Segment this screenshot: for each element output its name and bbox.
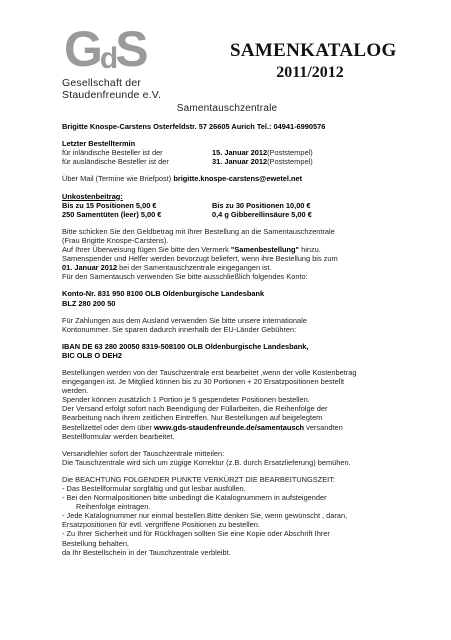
cost-block xyxy=(62,192,392,219)
list-item: Reihenfolge eintragen. xyxy=(76,502,151,512)
paragraph-line: Für Zahlungen aus dem Ausland verwenden Sie bitte unsere internationale xyxy=(62,315,307,325)
website-link[interactable]: www.gds-staudenfreunde.de/samentausch xyxy=(154,422,305,432)
deadline-note: (Poststempel) xyxy=(267,148,313,158)
list-item: Ersatzpositionen für evtl. vergriffene Positionen zu bestellen. xyxy=(62,520,260,530)
cost-left: Bis zu 15 Positionen 5,00 € xyxy=(62,200,157,210)
section-heading: Samentauschzentrale xyxy=(176,103,278,114)
list-item: da Ihr Bestellschein in der Tauschzentrale verbleibt. xyxy=(62,547,231,557)
logo-letters xyxy=(64,21,146,77)
cost-row xyxy=(62,201,392,210)
deadline-note: (Poststempel) xyxy=(267,157,313,167)
paragraph-line: Bestellungen werden von der Tauschzentrale erst bearbeitet ,wenn der volle Kostenbetrag xyxy=(62,367,357,377)
org-line-1: Gesellschaft der xyxy=(62,77,142,89)
contact-address: Brigitte Knospe-Carstens Osterfeldstr. 57 26605 Aurich Tel.: 04941-6990576 xyxy=(62,122,326,132)
paragraph-line xyxy=(62,245,392,254)
deadline-row xyxy=(62,157,392,166)
paragraph-line: Der Versand erfolgt sofort nach Beendigung der Füllarbeiten, die Reihenfolge der xyxy=(62,404,328,414)
catalog-year: 2011/2012 xyxy=(276,64,344,81)
shipping-errors-paragraph xyxy=(62,449,392,467)
paragraph-line: Bearbeitung nach ihrem zeitlichen Eintreffen. Nur Bestellungen auf beigelegtem xyxy=(62,413,323,423)
deadline-label: für inländische Besteller ist der xyxy=(62,148,163,158)
international-paragraph xyxy=(62,316,392,334)
text-span: versandten xyxy=(304,422,343,432)
paragraph-line: Bitte schicken Sie den Geldbetrag mit Ihrer Bestellung an die Samentauschzentrale xyxy=(62,226,335,236)
processing-paragraph xyxy=(62,368,392,441)
paragraph-line xyxy=(62,263,392,272)
cost-title: Unkostenbeitrag: xyxy=(62,191,123,201)
iban-block xyxy=(62,342,392,360)
paragraph-line: eingegangen ist. Je Mitglied können bis zu 30 Portionen + 20 Ersatzpositionen bestellt xyxy=(62,377,345,387)
paragraph-line: Samenspender und Helfer werden bevorzugt beliefert, wenn ihre Bestellung bis zum xyxy=(62,254,338,264)
bic-line: BIC OLB O DEH2 xyxy=(62,350,122,360)
logo-letter-d: d xyxy=(99,42,116,75)
cost-left: 250 Samentüten (leer) 5,00 € xyxy=(62,209,162,219)
paragraph-line: Für den Samentausch verwenden Sie bitte ausschließlich folgendes Konto: xyxy=(62,272,308,282)
deadline-row xyxy=(62,148,392,157)
account-block xyxy=(62,289,392,307)
page-title: SAMENKATALOG xyxy=(230,40,397,61)
deadline-block xyxy=(62,139,392,166)
payment-paragraph xyxy=(62,227,392,282)
list-item: - Bei den Normalpositionen bitte unbedingt die Katalognummern in aufsteigender xyxy=(62,493,327,503)
paragraph-line xyxy=(62,423,392,432)
org-line-2: Staudenfreunde e.V. xyxy=(62,89,162,101)
list-item: - Zu Ihrer Sicherheit und für Rückfragen sollten Sie eine Kopie oder Abschrift Ihrer xyxy=(62,529,330,539)
document-body xyxy=(62,104,392,565)
text-span: Bestellzettel oder dem über xyxy=(62,422,155,432)
bank-code: BLZ 280 200 50 xyxy=(62,298,116,308)
cost-right: Bis zu 30 Positionen 10,00 € xyxy=(212,200,311,210)
paragraph-line: Die BEACHTUNG FOLGENDER PUNKTE VERKÜRZT DIE BEARBEITUNGSZEIT: xyxy=(62,474,335,484)
paragraph-line: Die Tauschzentrale wird sich um zügige Korrektur (z.B. durch Ersatzlieferung) bemühen. xyxy=(62,457,351,467)
deadline-label: für ausländische Besteller ist der xyxy=(62,157,169,167)
title-block xyxy=(230,40,397,82)
instructions-list xyxy=(62,475,392,557)
mail-label: Über Mail (Termine wie Briefpost) xyxy=(62,174,174,184)
paragraph-line: Versandfehler sofort der Tauschzentrale mitteilen: xyxy=(62,448,225,458)
iban-line: IBAN DE 63 280 20050 8319-508100 OLB Oldenburgische Landesbank, xyxy=(62,341,309,351)
logo-letter-s: S xyxy=(115,21,146,77)
list-item: - Das Bestellformular sorgfältig und gut lesbar ausfüllen. xyxy=(62,484,246,493)
account-number: Konto-Nr. 831 950 8100 OLB Oldenburgische Landesbank xyxy=(62,289,265,299)
priority-date: 01. Januar 2012 xyxy=(62,263,118,273)
paragraph-line: werden. xyxy=(62,386,89,396)
deadline-title: Letzter Bestelltermin xyxy=(62,139,136,149)
logo-letter-g: G xyxy=(64,21,100,77)
paragraph-line: Bestellformular werden bearbeitet. xyxy=(62,431,175,441)
deadline-date: 15. Januar 2012 xyxy=(212,148,268,158)
paragraph-line: (Frau Brigitte Knospe-Carstens). xyxy=(62,235,169,245)
organization-name xyxy=(62,77,161,101)
list-item: - Jede Katalognummer nur einmal bestellen.Bitte denken Sie, wenn gewünscht , daran, xyxy=(62,511,348,521)
cost-right: 0,4 g Gibberellinsäure 5,00 € xyxy=(212,209,312,219)
transfer-note: "Samenbestellung" xyxy=(230,245,300,255)
mail-address-link[interactable]: brigitte.knospe-carstens@ewetel.net xyxy=(173,174,303,184)
paragraph-line: Spender können zusätzlich 1 Portion je 5 gespendeter Positionen bestellen. xyxy=(62,395,310,405)
text-span: hinzu. xyxy=(299,245,321,255)
list-item: Bestellung behalten, xyxy=(62,538,129,548)
deadline-date: 31. Januar 2012 xyxy=(212,157,268,167)
cost-row xyxy=(62,210,392,219)
mail-line xyxy=(62,174,392,183)
text-span: bei der Samentauschzentrale eingegangen ist. xyxy=(117,263,272,273)
paragraph-line: Kontonummer. Sie sparen dadurch innerhalb der EU-Länder Gebühren: xyxy=(62,324,297,334)
text-span: Auf Ihrer Überweisung fügen Sie bitte den Vermerk xyxy=(62,245,231,255)
